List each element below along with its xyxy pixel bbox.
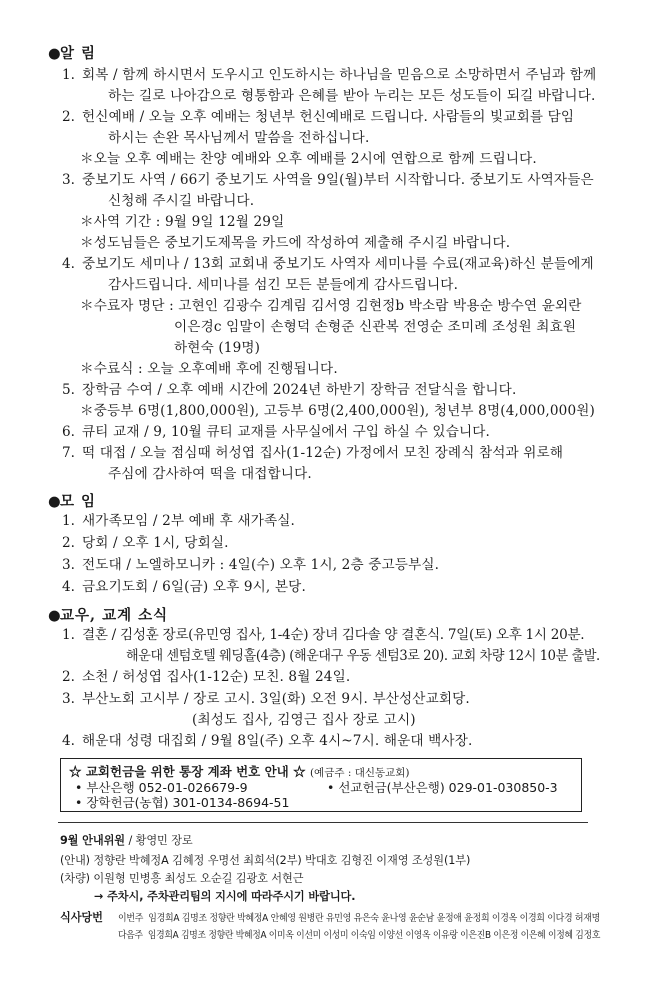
notice-2-line-1: 헌신예배 / 오늘 오후 예배는 청년부 헌신예배로 드립니다. 사람들의 빛교회를 담임 [82, 109, 575, 125]
gathering-number: 4. [62, 579, 75, 595]
parking-note: → 주차시, 주차관리팀의 지시에 따라주시기 바랍니다. [94, 890, 356, 903]
gatherings-heading-text: 모 임 [60, 493, 97, 510]
notice-number: 2. [62, 109, 75, 125]
account-box [60, 758, 582, 812]
news-4-line-1: 해운대 성령 대집회 / 9월 8일(주) 오후 4시~7시. 해운대 백사장. [82, 733, 473, 749]
news-number: 2. [62, 669, 75, 685]
notice-6-line-1: 큐티 교재 / 9, 10월 큐티 교재를 사무실에서 구입 하실 수 있습니다. [82, 424, 491, 440]
notice-number: 5. [62, 382, 75, 398]
notice-3-note-1: ＊사역 기간 : 9월 9일 12월 29일 [80, 214, 285, 230]
notice-1-line-1: 회복 / 함께 하시면서 도우시고 인도하시는 하나님을 믿음으로 소망하면서 주님과 함께 [82, 67, 597, 83]
usher-car-names: 이원형 민병흥 최성도 오순길 김광호 서현근 [93, 872, 304, 885]
meal-next-week-label: 다음주 [118, 930, 143, 941]
notice-4-graduates-count: 하현숙 (19명) [174, 340, 261, 356]
news-3-line-1: 부산노회 고시부 / 장로 고시. 3일(화) 오전 9시. 부산성산교회당. [82, 691, 470, 707]
meal-next-week-row [118, 927, 600, 941]
news-1-line-2: 해운대 센텀호텔 웨딩홀(4층) (해운대구 우동 센텀3로 20). 교회 차량 12시 10분 출발. [126, 648, 600, 664]
gathering-2: 당회 / 오후 1시, 당회실. [82, 535, 229, 551]
notice-2-note: ＊오늘 오후 예배는 찬양 예배와 오후 예배를 2시에 연합으로 함께 드립니다. [80, 151, 537, 167]
meal-this-week-row [118, 910, 600, 924]
account-mission: • 선교헌금(부산은행) 029-01-030850-3 [327, 780, 558, 795]
gathering-number: 2. [62, 535, 75, 551]
gatherings-heading [48, 490, 96, 511]
account-scholarship: • 장학헌금(농협) 301-0134-8694-51 [75, 795, 290, 810]
news-1-line-1: 결혼 / 김성훈 장로(유민영 집사, 1-4순) 장녀 김다솔 양 결혼식. 7일(토) 오후 1시 20분. [82, 627, 585, 643]
notice-number: 1. [62, 67, 75, 83]
notice-2-line-2: 하시는 손완 목사님께서 말씀을 전하십니다. [108, 130, 370, 146]
news-heading [48, 604, 168, 625]
gathering-number: 1. [62, 513, 75, 529]
gathering-4: 금요기도회 / 6일(금) 오후 9시, 본당. [82, 579, 306, 595]
account-busan: • 부산은행 052-01-026679-9 [75, 780, 248, 795]
usher-car-label: (차량) [60, 872, 90, 885]
meal-next-week-names: 임경희A 김명조 정향란 박혜정A 이미옥 이선미 이성미 이숙임 이양선 이영옥 이유랑 이은진B 이은정 이은혜 이정혜 김정호 [147, 930, 601, 941]
news-2-line-1: 소천 / 허성엽 집사(1-12순) 모친. 8월 24일. [82, 669, 351, 685]
account-title: ☆ 교회헌금을 위한 통장 계좌 번호 안내 ☆ [69, 764, 306, 779]
usher-month: 9월 안내위원 [60, 834, 126, 847]
notice-3-line-1: 중보기도 사역 / 66기 중보기도 사역을 9일(월)부터 시작합니다. 중보기도 사역자들은 [82, 172, 594, 188]
notice-number: 7. [62, 445, 75, 461]
gathering-1: 새가족모임 / 2부 예배 후 새가족실. [82, 513, 296, 529]
divider [58, 822, 588, 823]
notice-number: 6. [62, 424, 75, 440]
meal-duty-label: 식사당번 [60, 911, 103, 924]
notice-7-line-1: 떡 대접 / 오늘 점심때 허성엽 집사(1-12순) 가정에서 모친 장례식 참석과 위로해 [82, 445, 564, 461]
meal-this-week-label: 이번주 [118, 913, 144, 924]
notice-4-line-1: 중보기도 세미나 / 13회 교회내 중보기도 사역자 세미나를 수료(재교육)하신 분들에게 [82, 256, 594, 272]
notice-4-ceremony: ＊수료식 : 오늘 오후예배 후에 진행됩니다. [80, 361, 338, 377]
notices-heading-text: 알 림 [60, 45, 97, 62]
notice-number: 3. [62, 172, 75, 188]
usher-guide-row [60, 852, 470, 868]
gathering-number: 3. [62, 557, 75, 573]
usher-header [60, 832, 193, 848]
news-heading-text: 교우, 교계 소식 [60, 607, 169, 624]
news-number: 1. [62, 627, 75, 643]
news-3-line-2: (최성도 집사, 김영근 집사 장로 고시) [192, 712, 416, 728]
notice-3-note-2: ＊성도님들은 중보기도제목을 카드에 작성하여 제출해 주시길 바랍니다. [80, 235, 511, 251]
notice-4-graduates-cont: 이은경c 임말이 손형덕 손형준 신관복 전영순 조미례 조성원 최효원 [174, 319, 577, 335]
notices-heading [48, 42, 96, 63]
meal-this-week-names: 임경희A 김명조 정향란 박혜정A 안혜영 원병란 유민영 유은숙 윤나영 윤순남 윤정애 윤정희 이경옥 이경희 이다경 허재명 [148, 913, 601, 924]
notice-5-amounts: ＊중등부 6명(1,800,000원), 고등부 6명(2,400,000원), 청년부 8명(4,000,000원) [80, 403, 595, 419]
notice-1-line-2: 하는 길로 나아감으로 형통함과 은혜를 받아 누리는 모든 성도들이 되길 바랍니다. [108, 88, 596, 104]
bullet-icon: ● [48, 607, 62, 624]
notice-7-line-2: 주심에 감사하여 떡을 대접합니다. [108, 466, 312, 482]
account-holder: (예금주 : 대신동교회) [309, 767, 410, 779]
notice-4-line-2: 감사드립니다. 세미나를 섬긴 모든 분들에게 감사드립니다. [108, 277, 459, 293]
usher-guide-names: 정향란 박혜정A 김혜정 우명선 최희석(2부) 박대호 김형진 이재영 조성원(1부) [93, 854, 471, 867]
news-number: 4. [62, 733, 75, 749]
notice-5-line-1: 장학금 수여 / 오후 예배 시간에 2024년 하반기 장학금 전달식을 합니다. [82, 382, 517, 398]
news-number: 3. [62, 691, 75, 707]
usher-car-row [60, 870, 303, 886]
notice-3-line-2: 신청해 주시길 바랍니다. [108, 193, 255, 209]
notice-number: 4. [62, 256, 75, 272]
bullet-icon: ● [48, 45, 62, 62]
usher-head: / 황영민 장로 [128, 834, 193, 847]
bullet-icon: ● [48, 493, 62, 510]
notice-4-graduates: ＊수료자 명단 : 고현인 김광수 김계림 김서영 김현정b 박소람 박용순 방수연 윤외란 [80, 298, 582, 314]
gathering-3: 전도대 / 노엘하모니카 : 4일(수) 오후 1시, 2층 중고등부실. [82, 557, 440, 573]
usher-guide-label: (안내) [60, 854, 90, 867]
